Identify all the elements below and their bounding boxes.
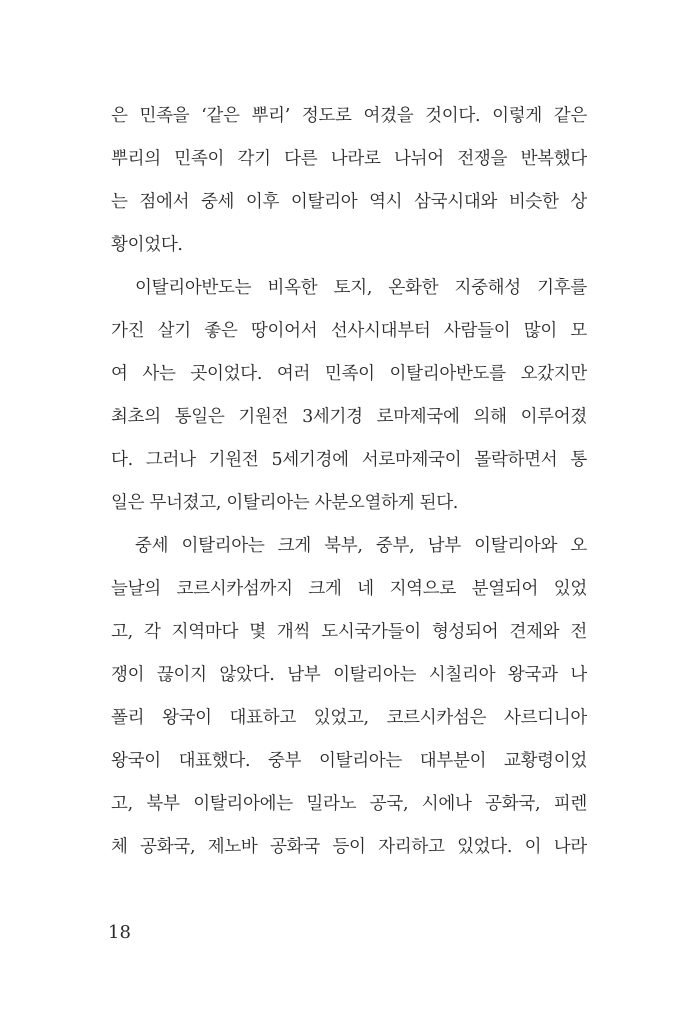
text-line: 은 민족을 ‘같은 뿌리’ 정도로 여겼을 것이다. 이렇게 같은 <box>111 106 587 126</box>
text-line: 쟁이 끊이지 않았다. 남부 이탈리아는 시칠리아 왕국과 나 <box>111 665 587 685</box>
text-line: 가진 살기 좋은 땅이어서 선사시대부터 사람들이 많이 모 <box>111 321 587 341</box>
text-line: 중세 이탈리아는 크게 북부, 중부, 남부 이탈리아와 오 <box>135 536 587 556</box>
text-line: 이탈리아반도는 비옥한 토지, 온화한 지중해성 기후를 <box>135 278 587 298</box>
text-line: 뿌리의 민족이 각기 다른 나라로 나뉘어 전쟁을 반복했다 <box>111 149 587 169</box>
text-line: 다. 그러나 기원전 5세기경에 서로마제국이 몰락하면서 통 <box>111 450 587 470</box>
text-line: 는 점에서 중세 이후 이탈리아 역시 삼국시대와 비슷한 상 <box>111 192 587 212</box>
text-line: 고, 각 지역마다 몇 개씩 도시국가들이 형성되어 견제와 전 <box>111 622 587 642</box>
text-line: 일은 무너졌고, 이탈리아는 사분오열하게 된다. <box>111 493 459 513</box>
text-line: 고, 북부 이탈리아에는 밀라노 공국, 시에나 공화국, 피렌 <box>111 794 587 814</box>
text-line: 황이었다. <box>111 235 183 255</box>
page-number: 18 <box>108 922 131 943</box>
text-line: 늘날의 코르시카섬까지 크게 네 지역으로 분열되어 있었 <box>111 579 587 599</box>
text-line: 최초의 통일은 기원전 3세기경 로마제국에 의해 이루어졌 <box>111 407 587 427</box>
text-line: 체 공화국, 제노바 공화국 등이 자리하고 있었다. 이 나라 <box>111 837 587 857</box>
text-line: 여 사는 곳이었다. 여러 민족이 이탈리아반도를 오갔지만 <box>111 364 587 384</box>
text-line: 왕국이 대표했다. 중부 이탈리아는 대부분이 교황령이었 <box>111 751 587 771</box>
text-line: 폴리 왕국이 대표하고 있었고, 코르시카섬은 사르디니아 <box>111 708 587 728</box>
